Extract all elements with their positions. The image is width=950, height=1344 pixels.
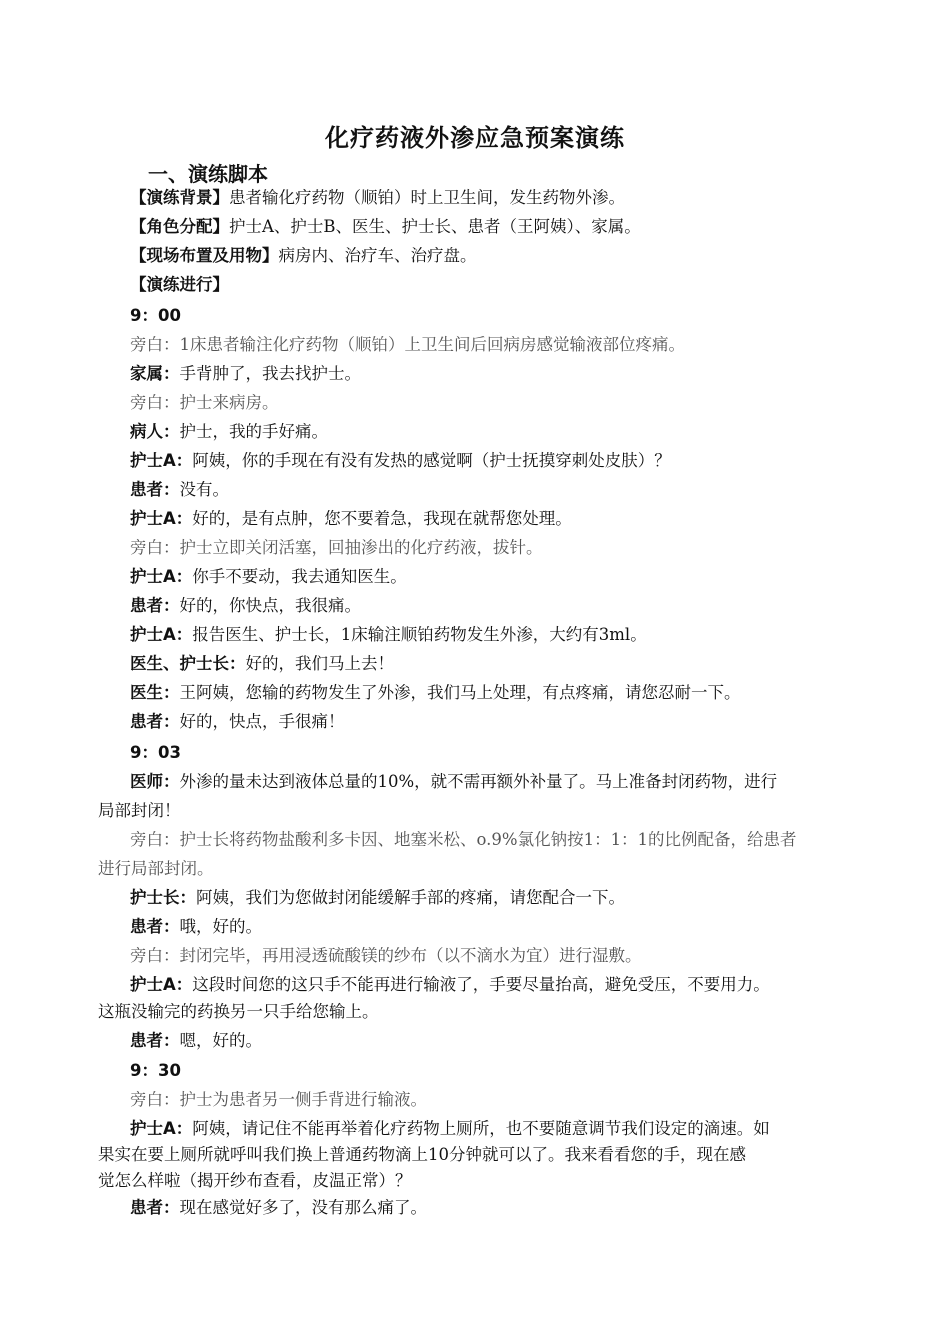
script-line: 医生：王阿姨，您输的药物发生了外渗，我们马上处理，有点疼痛，请您忍耐一下。 (130, 683, 741, 702)
script-line: 护士A：你手不要动，我去通知医生。 (130, 567, 407, 586)
script-line: 旁白：护士立即关闭活塞，回抽渗出的化疗药液，拔针。 (130, 538, 543, 557)
script-line: 护士长：阿姨，我们为您做封闭能缓解手部的疼痛，请您配合一下。 (130, 888, 625, 907)
script-line: 护士A：报告医生、护士长，1床输注顺铂药物发生外渗，大约有3ml。 (130, 625, 647, 644)
script-line: 医生、护士长：好的，我们马上去！ (130, 654, 394, 673)
time-stamp: 9：30 (130, 1061, 181, 1080)
script-line-cont: 这瓶没输完的药换另一只手给您输上。 (98, 1002, 379, 1021)
script-line: 患者：没有。 (130, 480, 229, 499)
script-line: 护士A：阿姨，请记住不能再举着化疗药物上厕所，也不要随意调节我们设定的滴速。如 (130, 1119, 770, 1138)
script-line: 旁白：封闭完毕，再用浸透硫酸镁的纱布（以不滴水为宜）进行湿敷。 (130, 946, 642, 965)
time-stamp: 9：03 (130, 743, 181, 762)
script-line-cont: 果实在要上厕所就呼叫我们换上普通药物滴上10分钟就可以了。我来看看您的手，现在感 (98, 1145, 746, 1164)
script-line: 旁白：护士来病房。 (130, 393, 279, 412)
script-line: 家属：手背肿了，我去找护士。 (130, 364, 361, 383)
script-line: 患者：好的，快点，手很痛！ (130, 712, 345, 731)
background-line: 【演练背景】患者输化疗药物（顺铂）时上卫生间，发生药物外渗。 (130, 188, 625, 207)
script-line: 患者：好的，你快点，我很痛。 (130, 596, 361, 615)
progress-label: 【演练进行】 (130, 275, 229, 294)
script-line: 护士A：阿姨，你的手现在有没有发热的感觉啊（护士抚摸穿刺处皮肤）？ (130, 451, 671, 470)
script-line-cont: 进行局部封闭。 (98, 859, 214, 878)
script-line: 旁白：护士长将药物盐酸利多卡因、地塞米松、o.9%氯化钠按1：1：1的比例配备，给患者 (130, 830, 797, 849)
script-line: 病人：护士，我的手好痛。 (130, 422, 328, 441)
script-line-cont: 觉怎么样啦（揭开纱布查看，皮温正常）？ (98, 1171, 412, 1190)
time-stamp: 9：00 (130, 306, 181, 325)
script-line: 护士A：这段时间您的这只手不能再进行输液了，手要尽量抬高，避免受压，不要用力。 (130, 975, 770, 994)
section-heading: 一、演练脚本 (148, 162, 268, 186)
script-line: 患者：嗯，好的。 (130, 1031, 262, 1050)
script-line: 患者：哦，好的。 (130, 917, 262, 936)
script-line: 医师：外渗的量未达到液体总量的10%，就不需再额外补量了。马上准备封闭药物，进行 (130, 772, 778, 791)
script-line: 患者：现在感觉好多了，没有那么痛了。 (130, 1198, 427, 1217)
script-line: 旁白：1床患者输注化疗药物（顺铂）上卫生间后回病房感觉输液部位疼痛。 (130, 335, 685, 354)
script-line-cont: 局部封闭！ (98, 801, 181, 820)
roles-line: 【角色分配】护士A、护士B、医生、护士长、患者（王阿姨）、家属。 (130, 217, 641, 236)
document-title: 化疗药液外渗应急预案演练 (325, 124, 625, 152)
script-line: 旁白：护士为患者另一侧手背进行输液。 (130, 1090, 427, 1109)
setting-line: 【现场布置及用物】病房内、治疗车、治疗盘。 (130, 246, 477, 265)
script-line: 护士A：好的，是有点肿，您不要着急，我现在就帮您处理。 (130, 509, 572, 528)
